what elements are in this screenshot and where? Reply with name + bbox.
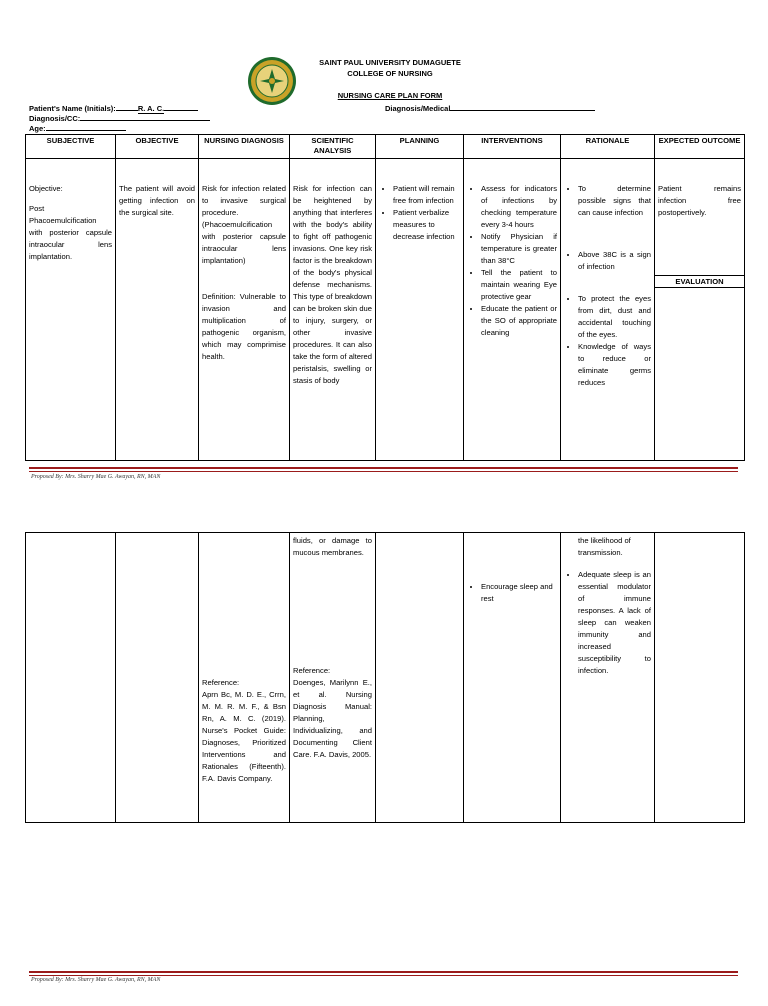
col-header-planning: PLANNING [376, 135, 464, 159]
patient-name-row [29, 103, 198, 113]
diagnosis-cc-label: Diagnosis/CC: [29, 114, 81, 123]
expected-outcome-cell [655, 159, 745, 461]
subjective-text: Post Phacoemulcification with posterior capsule intraocular lens implantation. [29, 204, 112, 261]
age-label: Age: [29, 124, 46, 133]
subjective-cell [26, 159, 116, 461]
objective-cell [116, 159, 199, 461]
footer-rule [29, 971, 738, 976]
planning-cell [376, 159, 464, 461]
col-header-objective: OBJECTIVE [116, 135, 199, 159]
scientific-analysis-cell [290, 533, 376, 823]
col-header-rationale: RATIONALE [561, 135, 655, 159]
patient-name-value: R. A. C. [137, 104, 165, 113]
rationale-item: • Knowledge of ways to reduce or eliminate germs reduces [578, 341, 651, 389]
interventions-cell [464, 533, 561, 823]
nursing-diagnosis-text: Risk for infection related to invasive surgical procedure. (Phacoemulcification with posterior capsule intraocular lens implantation) [202, 184, 286, 265]
objective-cell [116, 533, 199, 823]
university-name: SAINT PAUL UNIVERSITY DUMAGUETE [319, 58, 461, 67]
rationale-cont-text: the likelihood of transmission. [578, 536, 631, 557]
rationale-item: • Adequate sleep is an essential modulator of immune responses. A lack of sleep can weaken immunity and increased susceptibility to infection. [578, 569, 651, 677]
nursing-diagnosis-cell [199, 159, 290, 461]
care-plan-table-page2 [25, 532, 745, 823]
intervention-item: • Tell the patient to maintain wearing Eye protective gear [481, 267, 557, 303]
expected-outcome-text: Patient remains infection free postopertively. [658, 184, 741, 217]
patient-name-label: Patient's Name (Initials): [29, 104, 116, 113]
subjective-cell [26, 533, 116, 823]
col-header-scientific-analysis: SCIENTIFIC ANALYSIS [290, 135, 376, 159]
planning-item: • Patient verbalize measures to decrease infection [393, 207, 460, 243]
age-row [29, 123, 126, 133]
subjective-heading: Objective: [29, 184, 63, 193]
col-header-subjective: SUBJECTIVE [26, 135, 116, 159]
form-title: NURSING CARE PLAN FORM [337, 91, 443, 100]
planning-cell [376, 533, 464, 823]
care-plan-table-page1 [25, 134, 745, 461]
intervention-item: • Encourage sleep and rest [481, 581, 557, 605]
col-header-expected-outcome: EXPECTED OUTCOME [655, 135, 745, 159]
evaluation-label: EVALUATION [655, 275, 744, 288]
reference-label: Reference: [202, 678, 240, 687]
footer-text: Proposed By: Mrs. Sharry Mae G. Awayan, RN, MAN [31, 977, 161, 983]
col-header-nursing-diagnosis: NURSING DIAGNOSIS [199, 135, 290, 159]
diagnosis-cc-row [29, 113, 210, 123]
header-row [26, 135, 745, 159]
reference-label: Reference: [293, 666, 331, 675]
scientific-analysis-cont-text: fluids, or damage to mucous membranes. [293, 536, 372, 557]
diagnosis-medical-row [385, 103, 595, 113]
scientific-analysis-cell [290, 159, 376, 461]
scientific-analysis-text: Risk for infection can be heightened by anything that interferes with the body's ability to fight off pathogenic invasions. One key risk factor is the breakdown of the body's physical defense mechanisms. This type of breakdown can be broken skin due to injury, surgery, or other invasive procedures. It can also take the form of altered peristalsis, swelling or stasis of body [293, 184, 372, 385]
diagnosis-medical-label: Diagnosis/Medical [385, 104, 451, 113]
content-row [26, 533, 745, 823]
definition-text: Definition: Vulnerable to invasion and multiplication of pathogenic organism, which may comprimise health. [202, 292, 286, 361]
expected-outcome-cell [655, 533, 745, 823]
rationale-item: • Above 38C is a sign of infection [578, 249, 651, 273]
interventions-cell [464, 159, 561, 461]
footer-rule [29, 467, 738, 472]
col-header-interventions: INTERVENTIONS [464, 135, 561, 159]
rationale-item: • To protect the eyes from dirt, dust and accidental touching of the eyes. [578, 293, 651, 341]
content-row [26, 159, 745, 461]
objective-text: The patient will avoid getting infection on the surgical site. [119, 184, 195, 217]
reference-diagnosis-text: Aprn Bc, M. D. E., Crrn, M. M. R. M. F., & Bsn Rn, A. M. C. (2019). Nurse's Pocket Guide: Diagnoses, Prioritized Interventions and Rationales (Fifteenth). F.A. Davis Company. [202, 690, 286, 783]
college-name: COLLEGE OF NURSING [347, 69, 433, 78]
rationale-cell [561, 159, 655, 461]
intervention-item: • Assess for indicators of infections by checking temperature every 3-4 hours [481, 183, 557, 231]
rationale-cell [561, 533, 655, 823]
intervention-item: • Educate the patient or the SO of appropriate cleaning [481, 303, 557, 339]
footer-text: Proposed By: Mrs. Sharry Mae G. Awayan, RN, MAN [31, 474, 161, 480]
rationale-item: • To determine possible signs that can cause infection [578, 183, 651, 219]
intervention-item: • Notify Physician if temperature is greater than 38°C [481, 231, 557, 267]
nursing-diagnosis-cell [199, 533, 290, 823]
reference-analysis-text: Doenges, Marilynn E., et al. Nursing Diagnosis Manual: Planning, Individualizing, and Documenting Client Care. F.A. Davis, 2005. [293, 678, 372, 759]
planning-item: • Patient will remain free from infection [393, 183, 460, 207]
